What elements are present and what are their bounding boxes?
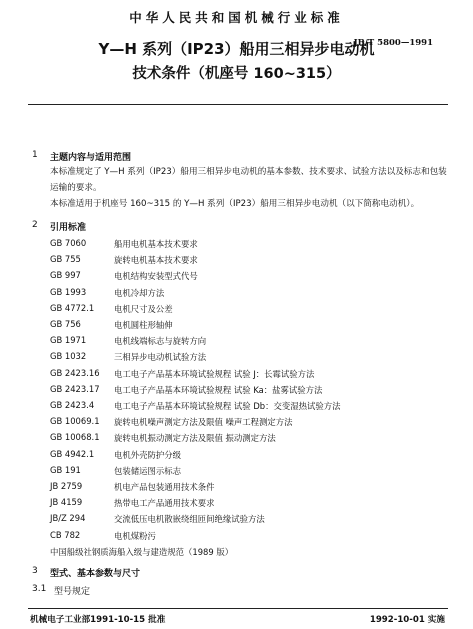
reference-code: GB 1032 [50,351,87,362]
reference-code: GB 2423.4 [50,400,95,410]
reference-name: 旋转电机振动测定方法及限值 振动测定方法 [114,433,276,444]
reference-name: 旋转电机噪声测定方法及限值 噪声工程测定方法 [114,417,293,428]
reference-item [50,449,450,461]
reference-name: 旋转电机基本技术要求 [114,255,198,266]
reference-item [50,497,450,509]
reference-code: GB 10069.1 [50,416,100,427]
reference-item [50,335,450,347]
reference-item [50,287,450,299]
reference-name: 电机线端标志与旋转方向 [114,336,207,347]
reference-name: 电机尺寸及公差 [114,303,173,314]
reference-name: 电机圆柱形轴伸 [114,320,173,330]
reference-item [50,319,450,331]
reference-name: 电工电子产品基本环境试验规程 试验 Db：交变湿热试验方法 [114,401,341,411]
reference-code: GB 1971 [50,335,87,346]
reference-name: 交流低压电机散嵌绕组匝间绝缘试验方法 [114,514,265,525]
reference-code: GB 997 [50,270,81,281]
reference-item [50,254,450,266]
reference-name: 电工电子产品基本环境试验规程 试验 J：长霉试验方法 [114,368,315,379]
section-label: 型式、基本参数与尺寸 [50,569,141,579]
reference-item [50,270,450,282]
footer-rule [28,608,448,609]
section-number: 2 [32,220,38,230]
section-number: 3.1 [32,584,47,594]
reference-item [50,400,450,412]
reference-name: 热带电工产品通用技术要求 [114,498,215,509]
section-number: 1 [32,150,38,160]
reference-code: GB 4942.1 [50,448,95,459]
reference-name: 船用电机基本技术要求 [114,239,198,249]
reference-item [50,238,450,250]
reference-code: GB 191 [50,464,81,475]
section-3-heading [32,566,332,578]
reference-code: GB 755 [50,254,81,265]
extra-reference: 中国船级社钢质海船入级与建造规范（1989 版） [50,547,234,557]
reference-name: 电工电子产品基本环境试验规程 试验 Ka：盐雾试验方法 [114,384,323,395]
reference-code: GB 10068.1 [50,432,100,443]
document-header: 中华人民共和国机械行业标准 [129,10,344,25]
section-label: 型号规定 [54,587,91,597]
reference-item [50,513,450,525]
reference-name: 电机外壳防护分级 [114,449,181,460]
section-number: 3 [32,566,38,576]
implementation-date: 1992-10-01 实施 [369,615,445,625]
reference-item [50,530,450,542]
reference-item [50,384,450,396]
reference-item [50,465,450,477]
paragraph-1: 本标准规定了 Y—H 系列（IP23）船用三相异步电动机的基本参数、技术要求、试验方法以及标志和包装运输的要求。 [50,167,447,193]
reference-item [50,368,450,380]
section-label: 引用标准 [50,223,87,233]
reference-code: JB/Z 294 [50,513,86,524]
reference-code: CB 782 [50,529,81,540]
reference-code: GB 7060 [50,238,87,248]
reference-name: 电机冷却方法 [114,287,165,298]
reference-code: JB 4159 [50,497,83,508]
reference-item [50,481,450,493]
header-rule [28,104,448,105]
reference-code: JB 2759 [50,481,83,491]
section-3-1-heading [32,584,332,596]
document-title-line2: 技术条件（机座号 160~315） [132,66,341,82]
reference-code: GB 2423.16 [50,367,100,378]
reference-item [50,432,450,444]
paragraph-2: 本标准适用于机座号 160~315 的 Y—H 系列（IP23）船用三相异步电动机（以下简称电动机）。 [50,199,420,209]
reference-name: 电机结构安装型式代号 [114,271,198,282]
reference-name: 包装储运图示标志 [114,465,181,476]
section-1-heading [32,150,332,162]
approval-date: 机械电子工业部1991-10-15 批准 [30,615,166,625]
reference-item [50,303,450,315]
reference-code: GB 2423.17 [50,383,100,394]
standard-number: JB/T 5800—1991 [353,38,433,48]
reference-item [50,351,450,363]
reference-code: GB 756 [50,319,81,329]
reference-code: GB 4772.1 [50,302,95,313]
document-title-line1: Y—H 系列（IP23）船用三相异步电动机 [98,40,375,58]
reference-item [50,416,450,428]
reference-name: 三相异步电动机试验方法 [114,352,207,363]
section-label: 主题内容与适用范围 [50,153,132,163]
reference-name: 电机煤粉污 [114,530,156,541]
section-2-heading [32,220,332,232]
reference-name: 机电产品包装通用技术条件 [114,482,215,492]
reference-code: GB 1993 [50,286,87,297]
